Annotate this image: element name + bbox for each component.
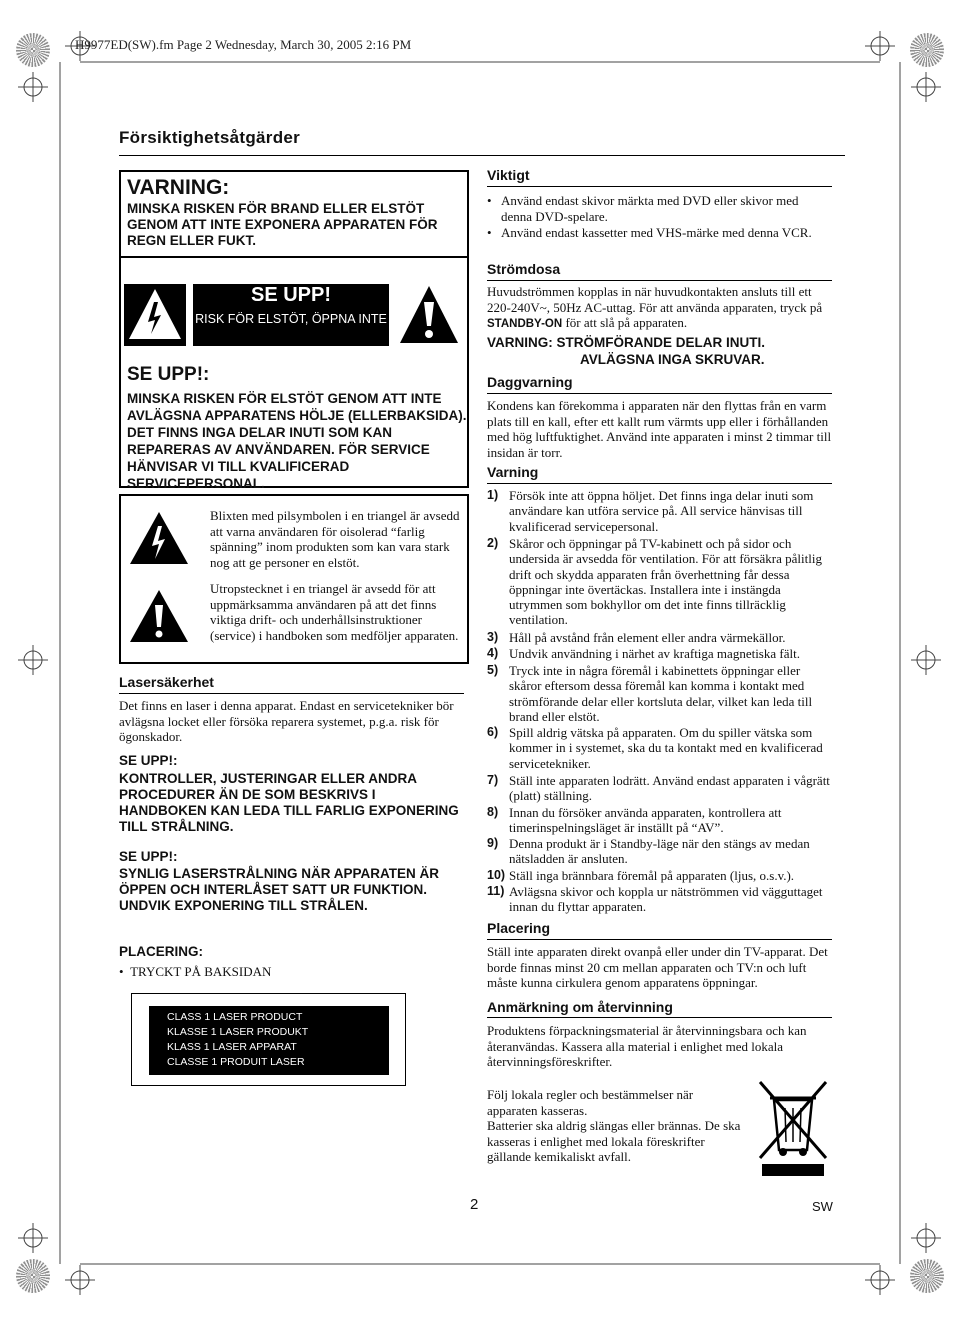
item-text: Undvik användning i närhet av kraftiga magnetiska fält. (509, 646, 800, 661)
item-text: Avlägsna skivor och koppla ur nätströmmen vid vägguttaget innan du flyttar apparaten. (509, 884, 823, 915)
laser-label-line: KLASSE 1 LASER PRODUKT (167, 1026, 309, 1038)
laser-label-line: CLASSE 1 PRODUIT LASER (167, 1056, 305, 1068)
varning-item (487, 725, 832, 771)
laser-label-line: KLASS 1 LASER APPARAT (167, 1041, 297, 1053)
item-number: 11) (487, 884, 505, 898)
placement-item-text: TRYCKT PÅ BAKSIDAN (130, 964, 272, 979)
laser-caution-2-body: SYNLIG LASERSTRÅLNING NÄR APPARATEN ÄR ÖPPEN OCH INTERLÅSET SATT UR FUNKTION. UNDVIK EXPONERING TILL STRÅLEN. (119, 866, 440, 913)
title-rule (119, 155, 845, 156)
stromdosa-text-a: Huvudströmmen kopplas in när huvudkontakten ansluts till ett 220-240V~, 50Hz AC-uttag. För att använda apparaten, tryck på (487, 284, 823, 315)
section-rule (487, 483, 832, 484)
exclamation-triangle-icon (128, 588, 190, 644)
varning-item (487, 884, 832, 915)
warning-box-divider (119, 256, 469, 258)
item-number: 6) (487, 725, 499, 739)
laser-label-line: CLASS 1 LASER PRODUCT (167, 1011, 303, 1023)
item-number: 5) (487, 663, 499, 677)
item-text: Ställ inga brännbara föremål på apparaten (ljus, o.s.v.). (509, 868, 795, 883)
file-info-line: H9977ED(SW).fm Page 2 Wednesday, March 30, 2005 2:16 PM (75, 37, 412, 52)
caution-body: MINSKA RISKEN FÖR ELSTÖT GENOM ATT INTE AVLÄGSNA APPARATENS HÖLJE (ELLERBAKSIDA). DET FINNS INGA DELAR INUTI SOM KAN REPARERAS AV ANVÄNDAREN. FÖR SERVICE HÄNVISAR VI TILL KVALIFICERAD SERVICEPERSONAL. (127, 391, 467, 491)
item-number: 4) (487, 646, 499, 660)
section-rule (487, 280, 832, 281)
section-rule (487, 186, 832, 187)
varning-item (487, 836, 832, 867)
caution-heading: SE UPP!: (127, 364, 210, 385)
caution-panel-subtitle: RISK FÖR ELSTÖT, ÖPPNA INTE (195, 312, 387, 326)
laser-caution-1-body: KONTROLLER, JUSTERINGAR ELLER ANDRA PROCEDURER ÄN DE SOM BESKRIVS I HANDBOKEN KAN LEDA TILL FARLIG EXPONERING TILL STRÅLNING. (119, 771, 459, 834)
disposal-text-1: Följ lokala regler och bestämmelser när apparaten kasseras. (487, 1087, 694, 1118)
viktigt-heading: Viktigt (487, 167, 530, 183)
placering-heading: Placering (487, 920, 551, 936)
varning-item (487, 646, 832, 661)
exclamation-symbol-text: Utropstecknet i en triangel är avsedd för att uppmärksamma användaren på att det finns viktiga drift- och underhållsinstruktioner (service) i handboken som medföljer apparaten. (210, 581, 459, 643)
disposal-text-2: Batterier ska aldrig slängas eller brännas. De ska kasseras i enlighet med lokala föreskrifter gällande kemikaliskt avfall. (487, 1118, 741, 1164)
viktigt-item-text: Använd endast skivor märkta med DVD eller skivor med denna DVD-spelare. (501, 193, 799, 224)
recycling-heading: Anmärkning om återvinning (487, 999, 673, 1015)
caution-panel-title: SE UPP! (250, 284, 332, 306)
daggvarning-body: Kondens kan förekomma i apparaten när den flyttas från en varm plats till en kall, efter ett kallt rum värmts upp eller i förhållanden med hög luftfuktighet. Använd inte apparaten i minst 2 timmar till insidan är torr. (487, 398, 832, 460)
stromdosa-warning-2: AVLÄGSNA INGA SKRUVAR. (580, 352, 765, 367)
item-number: 2) (487, 536, 499, 550)
page-title: Försiktighetsåtgärder (119, 128, 301, 147)
section-rule (119, 693, 464, 694)
item-number: 1) (487, 488, 499, 502)
exclamation-triangle-icon (398, 284, 460, 346)
lightning-symbol-text: Blixten med pilsymbolen i en triangel är avsedd att varna användaren för oisolerad “farlig spänning” inom produkten som kan vara stark nog att ge personer en elstöt. (210, 508, 460, 570)
item-text: Skåror och öppningar på TV-kabinett och på sidor och undersida är avsedda för ventilation. För att försäkra pålitlig drift och skydda apparaten från överhettning får dessa öppningar inte övertäckas. Installera inte i instängda utrymmen som bokhyllor om det inte finns tillräcklig ventilation. (509, 536, 822, 628)
warning-body: MINSKA RISKEN FÖR BRAND ELLER ELSTÖT GENOM ATT INTE EXPONERA APPARATEN FÖR REGN ELLER FUKT. (127, 201, 438, 248)
item-text: Tryck inte in några föremål i kabinettets öppningar eller skåror eftersom dessa föremål kan komma i kontakt med strömförande delar eller kortsluta delar, vilket kan leda till brand eller elstöt. (509, 663, 813, 724)
item-text: Innan du försöker använda apparaten, kontrollera att timerinspelningsläget är inställt på “AV”. (509, 805, 782, 836)
item-number: 8) (487, 805, 499, 819)
warning-heading: VARNING: (127, 176, 230, 199)
standby-on-key: STANDBY-ON (487, 318, 563, 330)
crossed-out-bin-icon (754, 1078, 832, 1178)
section-rule (487, 393, 832, 394)
section-rule (487, 939, 832, 940)
lightning-square-icon (124, 284, 186, 346)
item-number: 3) (487, 630, 499, 644)
stromdosa-heading: Strömdosa (487, 261, 561, 277)
item-text: Försök inte att öppna höljet. Det finns inga delar inuti som användare kan utföra service på. All service hänvisas till kvalificerad servicepersonal. (509, 488, 814, 534)
laser-safety-heading: Lasersäkerhet (119, 674, 214, 690)
laser-safety-body: Det finns en laser i denna apparat. Endast en servicetekniker bör avlägsna locket eller försöka reparera systemet, p.g.a. risk för ögonskador. (119, 698, 454, 744)
placement-item: • TRYCKT PÅ BAKSIDAN (119, 964, 272, 979)
varning-item (487, 536, 832, 628)
language-code: SW (812, 1199, 833, 1214)
varning-item (487, 663, 832, 724)
page-number: 2 (470, 1196, 479, 1213)
laser-caution-1-heading: SE UPP!: (119, 753, 178, 768)
item-text: Håll på avstånd från element eller andra värmekällor. (509, 630, 786, 645)
varning-heading: Varning (487, 464, 539, 480)
placement-heading: PLACERING: (119, 944, 203, 959)
viktigt-item: • Använd endast skivor märkta med DVD eller skivor med denna DVD-spelare. (487, 193, 832, 224)
stromdosa-body (487, 284, 832, 333)
item-text: Denna produkt är i Standby-läge när den stängs av medan nätsladden är ansluten. (509, 836, 810, 867)
varning-item (487, 805, 832, 836)
varning-item (487, 630, 832, 645)
recycling-body: Produktens förpackningsmaterial är återvinningsbara och kan återanvändas. Kassera alla material i enlighet med lokala återvinningsföreskrifter. (487, 1023, 807, 1069)
varning-item (487, 488, 832, 534)
daggvarning-heading: Daggvarning (487, 374, 573, 390)
varning-item (487, 868, 832, 883)
stromdosa-warning-1: VARNING: STRÖMFÖRANDE DELAR INUTI. (487, 335, 765, 350)
lightning-triangle-icon (128, 510, 190, 566)
section-rule (487, 1017, 832, 1018)
laser-caution-2-heading: SE UPP!: (119, 849, 178, 864)
placering-body: Ställ inte apparaten direkt ovanpå eller under din TV-apparat. Det borde finnas minst 20 cm mellan apparaten och TV:n och luft måste kunna cirkulera genom apparatens öppningar. (487, 944, 828, 990)
item-text: Spill aldrig vätska på apparaten. Om du spiller vätska som kommer in i systemet, ska du ta kontakt med en kvalificerad servicetekniker. (509, 725, 823, 771)
varning-item (487, 773, 832, 804)
item-text: Ställ inte apparaten lodrätt. Använd endast apparaten i vågrätt (platt) ställning. (509, 773, 830, 804)
item-number: 10) (487, 868, 506, 882)
item-number: 7) (487, 773, 499, 787)
viktigt-item: • Använd endast kassetter med VHS-märke med denna VCR. (487, 225, 832, 241)
item-number: 9) (487, 836, 499, 850)
viktigt-item-text: Använd endast kassetter med VHS-märke med denna VCR. (501, 225, 812, 240)
stromdosa-text-b: för att slå på apparaten. (562, 315, 688, 330)
